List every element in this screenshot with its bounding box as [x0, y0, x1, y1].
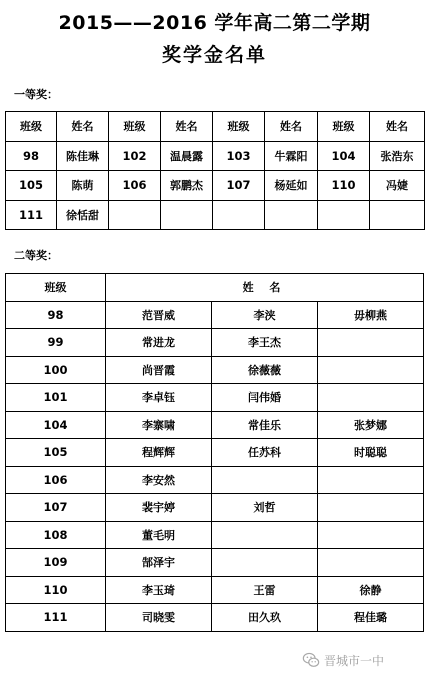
name-cell: 刘哲 — [212, 494, 318, 522]
name-cell: 李玉琦 — [106, 576, 212, 604]
name-cell: 尚晋霞 — [106, 356, 212, 384]
class-cell: 105 — [6, 171, 57, 201]
class-cell: 106 — [6, 466, 106, 494]
name-cell: 时聪聪 — [318, 439, 424, 467]
name-cell — [318, 466, 424, 494]
name-cell: 牛霖阳 — [265, 141, 318, 171]
name-cell: 闫伟婚 — [212, 384, 318, 412]
watermark-text: 晋城市一中 — [324, 653, 385, 668]
name-cell — [318, 521, 424, 549]
header-name: 姓名 — [265, 112, 318, 142]
class-cell: 105 — [6, 439, 106, 467]
class-cell: 109 — [6, 549, 106, 577]
name-cell — [318, 494, 424, 522]
name-cell: 裴宇婷 — [106, 494, 212, 522]
name-cell: 程佳璐 — [318, 604, 424, 632]
name-cell — [318, 384, 424, 412]
name-cell: 常佳乐 — [212, 411, 318, 439]
name-cell: 陈萌 — [57, 171, 109, 201]
header-name: 姓 名 — [106, 274, 424, 302]
class-cell: 111 — [6, 604, 106, 632]
class-cell: 110 — [318, 171, 370, 201]
class-cell — [109, 200, 161, 230]
second-prize-table — [5, 273, 424, 632]
name-cell — [161, 200, 213, 230]
first-prize-table — [5, 111, 425, 230]
name-cell: 张梦娜 — [318, 411, 424, 439]
table-row — [6, 200, 425, 230]
name-cell: 董毛明 — [106, 521, 212, 549]
class-cell: 104 — [6, 411, 106, 439]
header-name: 姓名 — [161, 112, 213, 142]
table-row — [6, 604, 424, 632]
class-cell: 102 — [109, 141, 161, 171]
class-cell: 107 — [213, 171, 265, 201]
document-title-years: 2015——2016 学年高二第二学期 — [58, 12, 371, 34]
header-class: 班级 — [318, 112, 370, 142]
name-cell: 杨延如 — [265, 171, 318, 201]
class-cell: 110 — [6, 576, 106, 604]
name-cell: 郜泽宇 — [106, 549, 212, 577]
name-cell: 李王杰 — [212, 329, 318, 357]
class-cell: 100 — [6, 356, 106, 384]
name-cell: 张浩东 — [370, 141, 425, 171]
name-cell: 程辉辉 — [106, 439, 212, 467]
table-row — [6, 141, 425, 171]
name-cell: 李寨啸 — [106, 411, 212, 439]
name-cell: 温晨露 — [161, 141, 213, 171]
name-cell — [318, 549, 424, 577]
table-row — [6, 494, 424, 522]
table-row — [6, 411, 424, 439]
name-cell — [265, 200, 318, 230]
header-class: 班级 — [109, 112, 161, 142]
class-cell: 101 — [6, 384, 106, 412]
wechat-watermark — [302, 648, 427, 672]
class-cell — [213, 200, 265, 230]
table-row — [6, 439, 424, 467]
table-row — [6, 576, 424, 604]
first-prize-header-row — [6, 112, 425, 142]
class-cell: 99 — [6, 329, 106, 357]
name-cell: 李安然 — [106, 466, 212, 494]
name-cell: 常进龙 — [106, 329, 212, 357]
header-class: 班级 — [213, 112, 265, 142]
table-row — [6, 356, 424, 384]
name-cell — [212, 521, 318, 549]
class-cell: 108 — [6, 521, 106, 549]
name-cell: 田久玖 — [212, 604, 318, 632]
table-row — [6, 521, 424, 549]
name-cell: 李浃 — [212, 301, 318, 329]
second-prize-header-row — [6, 274, 424, 302]
name-cell: 范晋威 — [106, 301, 212, 329]
class-cell — [318, 200, 370, 230]
header-name: 姓名 — [57, 112, 109, 142]
table-row — [6, 549, 424, 577]
name-cell — [212, 466, 318, 494]
name-cell: 徐薇薇 — [212, 356, 318, 384]
name-cell: 郭鹏杰 — [161, 171, 213, 201]
table-row — [6, 171, 425, 201]
name-cell: 毋柳燕 — [318, 301, 424, 329]
name-cell: 王雷 — [212, 576, 318, 604]
header-class: 班级 — [6, 112, 57, 142]
wechat-icon — [302, 651, 320, 669]
name-cell: 冯婕 — [370, 171, 425, 201]
name-cell: 司晓雯 — [106, 604, 212, 632]
name-cell — [370, 200, 425, 230]
document-title-list: 奖学金名单 — [161, 44, 267, 66]
header-name: 姓名 — [370, 112, 425, 142]
name-cell: 陈佳琳 — [57, 141, 109, 171]
name-cell: 徐恬甜 — [57, 200, 109, 230]
name-cell: 任苏科 — [212, 439, 318, 467]
table-row — [6, 301, 424, 329]
class-cell: 104 — [318, 141, 370, 171]
table-row — [6, 466, 424, 494]
table-row — [6, 329, 424, 357]
class-cell: 107 — [6, 494, 106, 522]
second-prize-label: 二等奖： — [14, 249, 58, 262]
class-cell: 98 — [6, 141, 57, 171]
name-cell: 李卓钰 — [106, 384, 212, 412]
class-cell: 111 — [6, 200, 57, 230]
name-cell: 徐静 — [318, 576, 424, 604]
name-cell — [318, 356, 424, 384]
class-cell: 103 — [213, 141, 265, 171]
name-cell — [318, 329, 424, 357]
first-prize-label: 一等奖： — [14, 88, 58, 101]
name-cell — [212, 549, 318, 577]
class-cell: 106 — [109, 171, 161, 201]
class-cell: 98 — [6, 301, 106, 329]
table-row — [6, 384, 424, 412]
header-class: 班级 — [6, 274, 106, 302]
